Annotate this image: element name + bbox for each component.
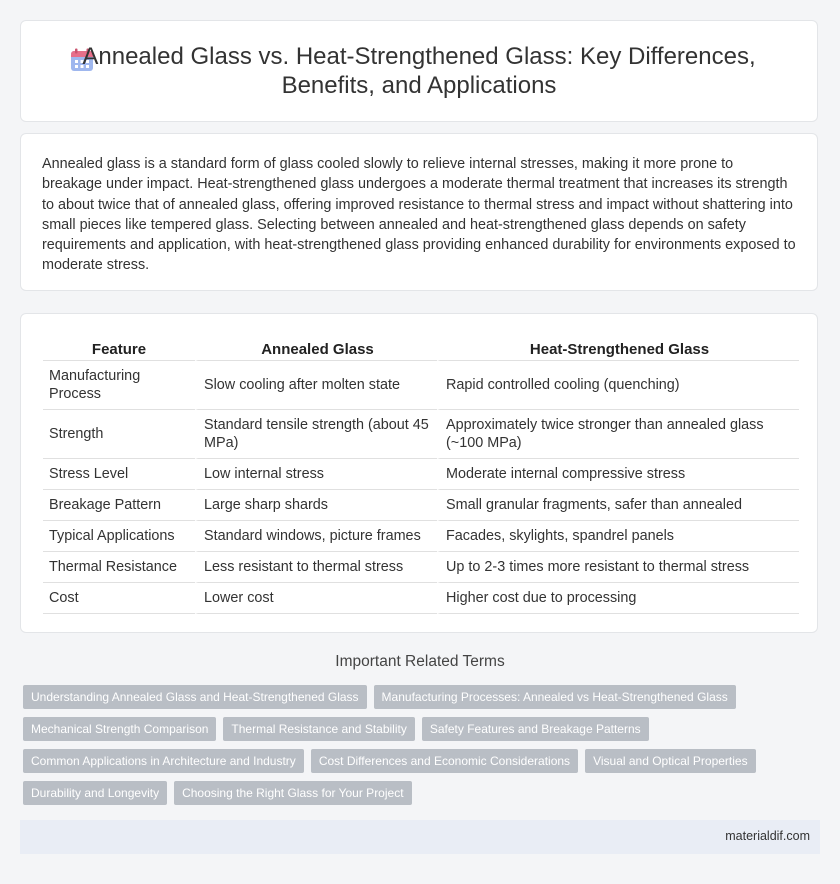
table-row (43, 552, 799, 583)
related-term-tag[interactable]: Choosing the Right Glass for Your Project (174, 781, 411, 805)
table-row (43, 490, 799, 521)
related-term-tag[interactable]: Durability and Longevity (23, 781, 167, 805)
table-cell: Strength (43, 410, 195, 459)
related-term-tag[interactable]: Manufacturing Processes: Annealed vs Heat-Strengthened Glass (374, 685, 736, 709)
header-card (20, 20, 818, 122)
related-term-tag[interactable]: Safety Features and Breakage Patterns (422, 717, 649, 741)
table-cell: Up to 2-3 times more resistant to thermal stress (437, 552, 799, 583)
related-term-tag[interactable]: Visual and Optical Properties (585, 749, 756, 773)
related-terms-title: Important Related Terms (335, 653, 505, 670)
table-cell: Stress Level (43, 459, 195, 490)
table-cell: Lower cost (195, 583, 437, 614)
table-row (43, 410, 799, 459)
related-term-tag[interactable]: Thermal Resistance and Stability (223, 717, 414, 741)
comparison-table (43, 334, 799, 614)
related-term-tag[interactable]: Mechanical Strength Comparison (23, 717, 216, 741)
column-header: Feature (43, 334, 195, 361)
table-cell: Cost (43, 583, 195, 614)
table-cell: Standard tensile strength (about 45 MPa) (195, 410, 437, 459)
table-row (43, 521, 799, 552)
table-cell: Standard windows, picture frames (195, 521, 437, 552)
table-cell: Typical Applications (43, 521, 195, 552)
related-term-tag[interactable]: Common Applications in Architecture and Industry (23, 749, 304, 773)
table-row (43, 361, 799, 410)
intro-card (20, 133, 818, 291)
column-header: Heat-Strengthened Glass (437, 334, 799, 361)
table-cell: Thermal Resistance (43, 552, 195, 583)
table-cell: Small granular fragments, safer than annealed (437, 490, 799, 521)
table-row (43, 459, 799, 490)
page-title: Annealed Glass vs. Heat-Strengthened Glass: Key Differences, Benefits, and Applications (82, 43, 756, 99)
table-cell: Approximately twice stronger than annealed glass (~100 MPa) (437, 410, 799, 459)
footer (20, 820, 820, 854)
table-cell: Slow cooling after molten state (195, 361, 437, 410)
table-cell: Low internal stress (195, 459, 437, 490)
table-header-row (43, 334, 799, 361)
table-row (43, 583, 799, 614)
intro-paragraph: Annealed glass is a standard form of glass cooled slowly to relieve internal stresses, making it more prone to breakage under impact. Heat-strengthened glass undergoes a moderate thermal treatment that increases its strength to about twice that of annealed glass, offering improved resistance to thermal stress and impact without shattering into small pieces like tempered glass. Selecting between annealed and heat-strengthened glass depends on safety requirements and application, with heat-strengthened glass providing enhanced durability for environments exposed to moderate stress. (42, 156, 796, 274)
comparison-table-card (20, 313, 818, 633)
related-term-tag[interactable]: Understanding Annealed Glass and Heat-Strengthened Glass (23, 685, 367, 709)
table-cell: Less resistant to thermal stress (195, 552, 437, 583)
table-cell: Rapid controlled cooling (quenching) (437, 361, 799, 410)
table-cell: Moderate internal compressive stress (437, 459, 799, 490)
table-cell: Large sharp shards (195, 490, 437, 521)
site-name[interactable]: materialdif.com (725, 829, 810, 843)
table-cell: Manufacturing Process (43, 361, 195, 410)
column-header: Annealed Glass (195, 334, 437, 361)
table-cell: Breakage Pattern (43, 490, 195, 521)
table-cell: Higher cost due to processing (437, 583, 799, 614)
table-cell: Facades, skylights, spandrel panels (437, 521, 799, 552)
related-terms-list (23, 685, 803, 805)
related-term-tag[interactable]: Cost Differences and Economic Considerations (311, 749, 578, 773)
